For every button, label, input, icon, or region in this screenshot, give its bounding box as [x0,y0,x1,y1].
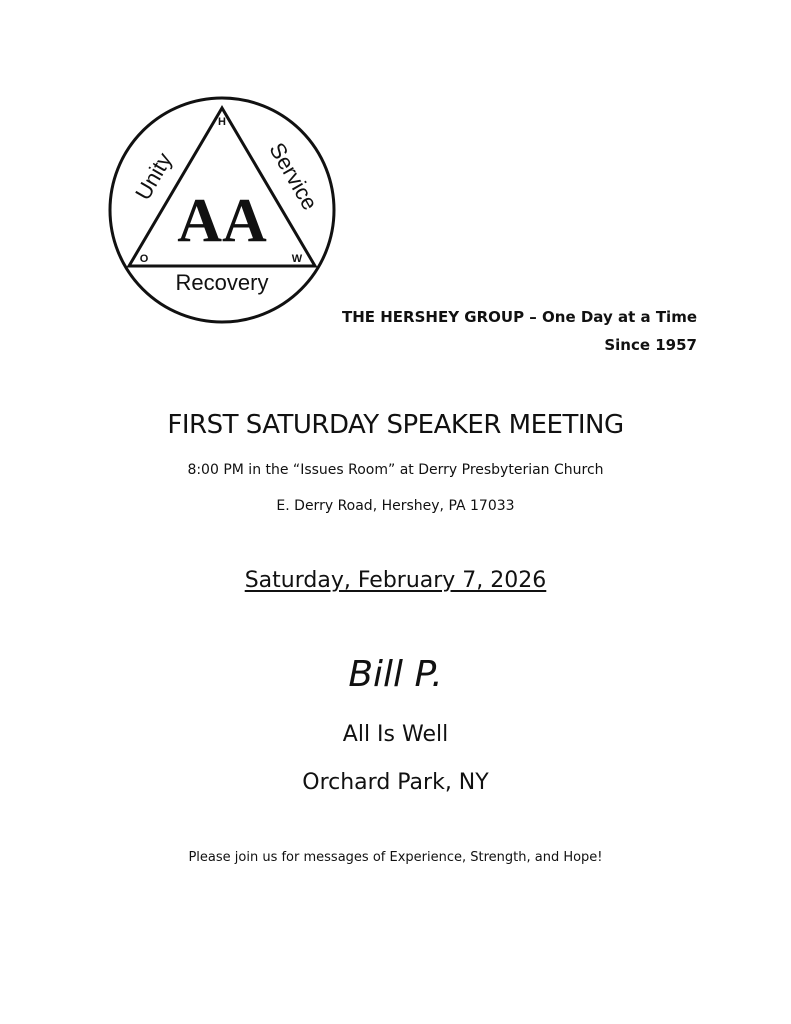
aa-logo [106,94,338,326]
meeting-time-location: 8:00 PM in the “Issues Room” at Derry Presbyterian Church [187,462,604,478]
logo-left-word: Unity [130,148,177,205]
group-since: Since 1957 [604,336,697,354]
speaker-tagline: All Is Well [342,722,449,747]
speaker-location: Orchard Park, NY [302,770,489,795]
logo-center-text: AA [177,187,267,255]
logo-bottom-word: Recovery [175,270,269,295]
meeting-date: Saturday, February 7, 2026 [244,568,547,593]
logo-right-letter: W [291,253,303,265]
logo-left-letter: O [139,253,149,265]
meeting-address: E. Derry Road, Hershey, PA 17033 [276,498,515,514]
logo-right-word: Service [264,138,323,215]
group-name: THE HERSHEY GROUP – One Day at a Time [342,308,697,326]
speaker-name: Bill P. [348,654,443,695]
invitation-text: Please join us for messages of Experience, Strength, and Hope! [188,850,603,865]
logo-top-letter: H [218,116,226,128]
meeting-title: FIRST SATURDAY SPEAKER MEETING [167,410,624,440]
